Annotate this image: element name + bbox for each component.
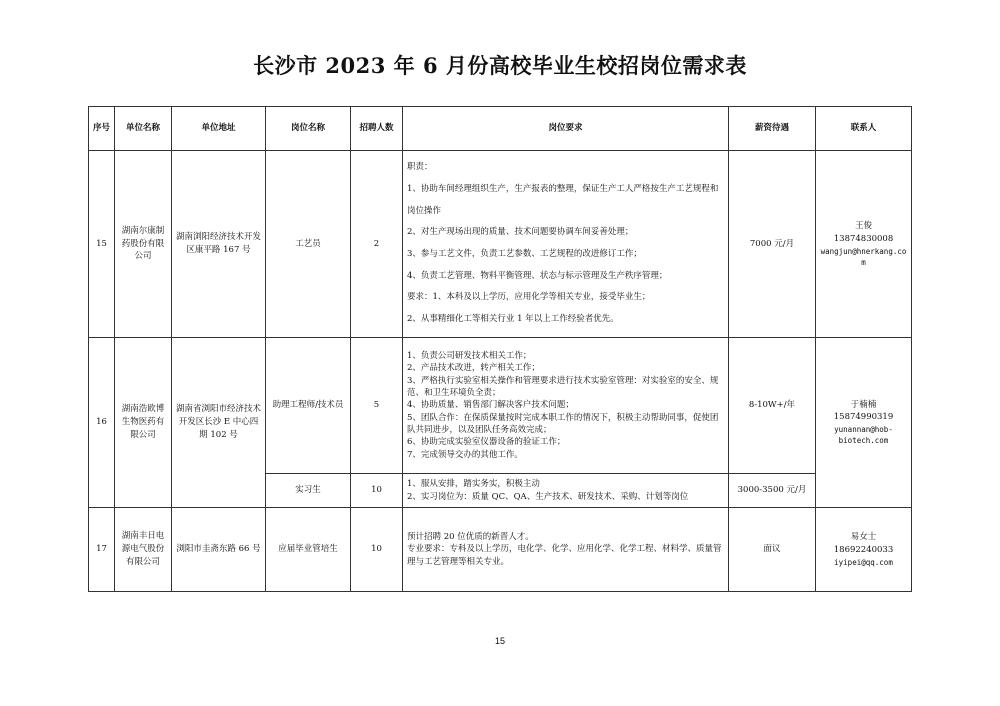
header-position: 岗位名称: [266, 107, 351, 151]
position-name: 实习生: [266, 474, 351, 508]
position-name: 工艺员: [266, 151, 351, 338]
hire-count: 10: [351, 508, 403, 592]
requirement-line: 预计招聘 20 位优质的新晋人才。: [407, 532, 534, 543]
contact-name: 易女士: [850, 532, 877, 543]
page-number: 15: [494, 636, 505, 646]
header-contact: 联系人: [816, 107, 912, 151]
requirements: [403, 338, 729, 474]
requirement-line: 7、完成领导交办的其他工作。: [407, 449, 523, 460]
requirement-line: 职责：: [407, 162, 433, 173]
header-no: 序号: [89, 107, 115, 151]
position-name: 应届毕业管培生: [266, 508, 351, 592]
hire-count: 5: [351, 338, 403, 474]
requirement-line: 专业要求：专科及以上学历，电化学、化学、应用化学、化学工程、材料学、质量管理与工艺管理等相关专业。: [407, 544, 722, 567]
requirement-line: 2、从事精细化工等相关行业 1 年以上工作经验者优先。: [407, 314, 619, 325]
requirement-line: 1、协助车间经理组织生产，生产报表的整理，保证生产工人严格按生产工艺规程和岗位操作: [407, 183, 719, 216]
page-title: 长沙市 2023 年 6 月份高校毕业生校招岗位需求表: [253, 53, 747, 78]
table-row: [89, 508, 912, 592]
requirement-line: 2、产品技术改进，转产相关工作；: [407, 363, 540, 374]
requirement-line: 3、参与工艺文件，负责工艺参数、工艺规程的改进修订工作；: [407, 249, 642, 259]
company-address: 湖南省浏阳市经济技术开发区长沙 E 中心四期 102 号: [172, 338, 266, 508]
requirement-line: 2、对生产现场出现的质量、技术问题要协调车间妥善处理；: [407, 227, 634, 238]
row-no: 17: [89, 508, 115, 592]
requirement-line: 4、协助质量、销售部门解决客户技术问题；: [407, 400, 574, 411]
header-count: 招聘人数: [351, 107, 403, 151]
requirements: [403, 151, 729, 338]
contact-phone: 13874830008: [833, 233, 894, 244]
contact: [816, 151, 912, 338]
contact-email: yunannan@hob-biotech.com: [834, 425, 893, 446]
company-name: 湖南丰日电源电气股份有限公司: [115, 508, 172, 592]
table-row: [89, 151, 912, 338]
table-row: [89, 338, 912, 474]
requirements: [403, 474, 729, 508]
header-requirements: 岗位要求: [403, 107, 729, 151]
requirement-line: 1、服从安排，踏实务实，积极主动: [407, 479, 540, 490]
contact-phone: 15874990319: [833, 412, 894, 423]
salary: 8-10W+/年: [729, 338, 816, 474]
company-name: 湖南尔康制药股份有限公司: [115, 151, 172, 338]
contact-name: 王俊: [854, 221, 872, 231]
company-address: 湖南浏阳经济技术开发区康平路 167 号: [172, 151, 266, 338]
header-company: 单位名称: [115, 107, 172, 151]
requirement-line: 5、团队合作：在保质保量按时完成本职工作的情况下，积极主动帮助同事，促使团队共同进步，以及团队任务高效完成；: [407, 412, 719, 435]
contact-email: iyipei@qq.com: [834, 557, 893, 567]
company-name: 湖南浩欧博生物医药有限公司: [115, 338, 172, 508]
position-name: 助理工程师/技术员: [266, 338, 351, 474]
table-header-row: [89, 107, 912, 151]
row-no: 16: [89, 338, 115, 508]
requirements: [403, 508, 729, 592]
hire-count: 10: [351, 474, 403, 508]
salary: 3000-3500 元/月: [729, 474, 816, 508]
requirement-line: 1、负责公司研发技术相关工作；: [407, 351, 532, 362]
requirement-line: 6、协助完成实验室仪器设备的验证工作；: [407, 437, 566, 448]
contact: [816, 508, 912, 592]
requirement-line: 4、负责工艺管理、物料平衡管理、状态与标示管理及生产秩序管理；: [407, 270, 668, 281]
requirement-line: 要求：1、本科及以上学历，应用化学等相关专业，接受毕业生；: [407, 292, 651, 303]
requirement-line: 2、实习岗位为：质量 QC、QA、生产技术、研发技术、采购、计划等岗位: [407, 491, 689, 502]
contact: [816, 338, 912, 508]
header-address: 单位地址: [172, 107, 266, 151]
salary: 面议: [729, 508, 816, 592]
hire-count: 2: [351, 151, 403, 338]
requirement-line: 3、严格执行实验室相关操作和管理要求进行技术实验室管理：对实验室的安全、规范、和卫生环境负全责；: [407, 375, 719, 399]
salary: 7000 元/月: [729, 151, 816, 338]
recruitment-table: [88, 106, 912, 592]
header-salary: 薪资待遇: [729, 107, 816, 151]
contact-phone: 18692240033: [833, 544, 894, 555]
contact-name: 于楠楠: [850, 399, 877, 410]
row-no: 15: [89, 151, 115, 338]
contact-email: wangjun@hnerkang.com: [820, 246, 907, 267]
company-address: 浏阳市圭斋东路 66 号: [172, 508, 266, 592]
